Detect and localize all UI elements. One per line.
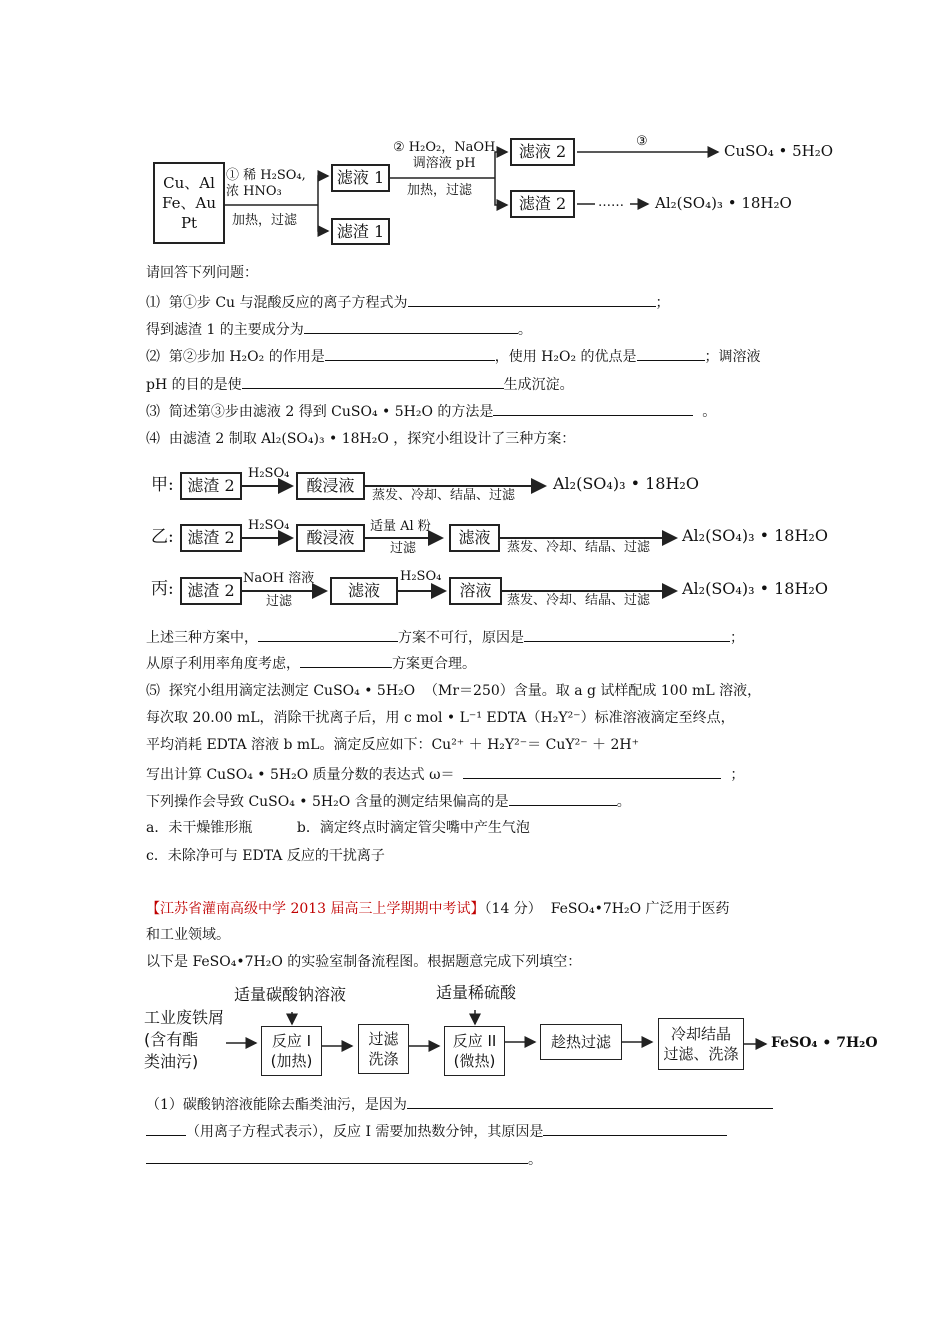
start-box-metals: Cu、Al Fe、Au Pt — [153, 162, 225, 244]
q2-line-b: pH 的目的是使 生成沉淀。 — [146, 374, 574, 395]
q1-line-a: ⑴ 第①步 Cu 与混酸反应的离子方程式为 ； — [146, 292, 670, 313]
plan-yi-filtrate: 滤液 — [449, 524, 500, 552]
problem2-intro-c: 以下是 FeSO₄•7H₂O 的实验室制备流程图。根据题意完成下列填空： — [146, 954, 582, 970]
q5-line-b: 每次取 20.00 mL，消除干扰离子后，用 c mol • L⁻¹ EDTA（H₂Y²⁻）标准溶液滴定至终点， — [146, 710, 735, 726]
flow2-reaction1: 反应 I (加热) — [261, 1026, 322, 1076]
q5-option-c: c．未除净可与 EDTA 反应的干扰离子 — [146, 848, 385, 864]
plan-yi-al-powder: 适量 Al 粉 — [370, 519, 431, 534]
plan-yi-evap: 蒸发、冷却、结晶、过滤 — [507, 540, 651, 555]
plan-jia-evap: 蒸发、冷却、结晶、过滤 — [372, 488, 516, 503]
residue1-box: 滤渣 1 — [331, 218, 390, 245]
filtrate1-box: 滤液 1 — [331, 164, 390, 192]
q3-line: ⑶ 简述第③步由滤液 2 得到 CuSO₄ • 5H₂O 的方法是 。 — [146, 401, 716, 422]
plan-bing-evap: 蒸发、冷却、结晶、过滤 — [507, 593, 651, 608]
step2-conditions: 加热，过滤 — [407, 183, 473, 198]
q5-line-a: ⑸ 探究小组用滴定法测定 CuSO₄ • 5H₂O （Mr＝250）含量。取 a g 试样配成 100 mL 溶液， — [146, 683, 762, 699]
product-cuso4: CuSO₄ • 5H₂O — [724, 142, 834, 160]
flow2-reaction2: 反应 II (微热) — [444, 1026, 505, 1076]
flow2-reagent2: 适量稀硫酸 — [436, 983, 517, 1002]
plan-yi-residue2: 滤渣 2 — [180, 524, 242, 552]
q4-line: ⑷ 由滤渣 2 制取 Al₂(SO₄)₃ • 18H₂O ，探究小组设计了三种方案： — [146, 431, 576, 447]
problem2-q1-line-a: （1）碳酸钠溶液能除去酯类油污，是因为 — [146, 1094, 773, 1115]
plan-yi-label: 乙: — [151, 527, 174, 547]
plan-bing-filtrate: 滤液 — [330, 577, 398, 605]
flow2-hot-filter: 趁热过滤 — [540, 1024, 622, 1060]
plan-jia-h2so4: H₂SO₄ — [248, 466, 290, 481]
plan-yi-acid-leach: 酸浸液 — [296, 524, 365, 552]
q1-line-b: 得到滤渣 1 的主要成分为 。 — [146, 319, 532, 340]
flow2-start: 工业废铁屑 (含有酯 类油污) — [144, 1008, 225, 1071]
q-intro: 请回答下列问题： — [146, 265, 258, 281]
flow2-crystallize: 冷却结晶 过滤、洗涤 — [658, 1018, 744, 1070]
plan-bing-naoh: NaOH 溶液 — [243, 571, 315, 586]
residue2-box: 滤渣 2 — [510, 190, 575, 218]
step2-reagents: ② H₂O₂，NaOH 调溶液 pH — [393, 140, 496, 171]
flow2-product: FeSO₄ • 7H₂O — [771, 1035, 878, 1051]
step1-reagents: ① 稀 H₂SO₄, 浓 HNO₃ — [226, 168, 306, 199]
q5-line-e: 下列操作会导致 CuSO₄ • 5H₂O 含量的测定结果偏高的是 。 — [146, 791, 631, 812]
problem2-intro-a: 【江苏省灌南高级中学 2013 届高三上学期期中考试】（14 分） FeSO₄•7H₂O 广泛用于医药 — [146, 901, 730, 917]
plan-yi-h2so4: H₂SO₄ — [248, 518, 290, 533]
plan-bing-filter: 过滤 — [266, 594, 293, 609]
plan-jia-residue2: 滤渣 2 — [180, 472, 242, 500]
dots: …… — [598, 195, 624, 210]
plan-bing-h2so4: H₂SO₄ — [400, 569, 442, 584]
flow2-filter-wash: 过滤 洗涤 — [358, 1024, 409, 1074]
plan-bing-residue2: 滤渣 2 — [180, 577, 242, 605]
problem2-intro-b: 和工业领域。 — [146, 927, 230, 943]
problem2-q1-line-b: （用离子方程式表示），反应 I 需要加热数分钟，其原因是 — [146, 1121, 727, 1142]
plan-jia-acid-leach: 酸浸液 — [296, 472, 365, 500]
problem2-q1-line-c: 。 — [146, 1149, 542, 1170]
filtrate2-box: 滤液 2 — [510, 138, 575, 166]
plan-bing-solution: 溶液 — [449, 577, 502, 605]
product-al2so43: Al₂(SO₄)₃ • 18H₂O — [655, 194, 792, 212]
plan-bing-product: Al₂(SO₄)₃ • 18H₂O — [682, 579, 828, 598]
q2-line-a: ⑵ 第②步加 H₂O₂ 的作用是 ，使用 H₂O₂ 的优点是 ；调溶液 — [146, 346, 761, 367]
q5-line-c: 平均消耗 EDTA 溶液 b mL。滴定反应如下：Cu²⁺ ＋ H₂Y²⁻＝ CuY²⁻ ＋ 2H⁺ — [146, 737, 639, 753]
plan-jia-product: Al₂(SO₄)₃ • 18H₂O — [553, 474, 699, 493]
q5-options-ab: a．未干燥锥形瓶 b．滴定终点时滴定管尖嘴中产生气泡 — [146, 820, 530, 836]
plan-bing-label: 丙: — [151, 579, 174, 599]
plan-yi-product: Al₂(SO₄)₃ • 18H₂O — [682, 526, 828, 545]
q4-answer-line-b: 从原子利用率角度考虑， 方案更合理。 — [146, 653, 476, 674]
source-tag: 【江苏省灌南高级中学 2013 届高三上学期期中考试】 — [146, 901, 485, 917]
plan-jia-label: 甲: — [151, 475, 174, 495]
flow2-reagent1: 适量碳酸钠溶液 — [234, 985, 347, 1004]
plan-yi-filter: 过滤 — [390, 541, 417, 556]
step1-conditions: 加热，过滤 — [232, 213, 298, 228]
step3-label: ③ — [636, 134, 648, 149]
q4-answer-line-a: 上述三种方案中， 方案不可行，原因是 ； — [146, 627, 744, 648]
q5-line-d: 写出计算 CuSO₄ • 5H₂O 质量分数的表达式 ω＝ ； — [146, 764, 744, 785]
